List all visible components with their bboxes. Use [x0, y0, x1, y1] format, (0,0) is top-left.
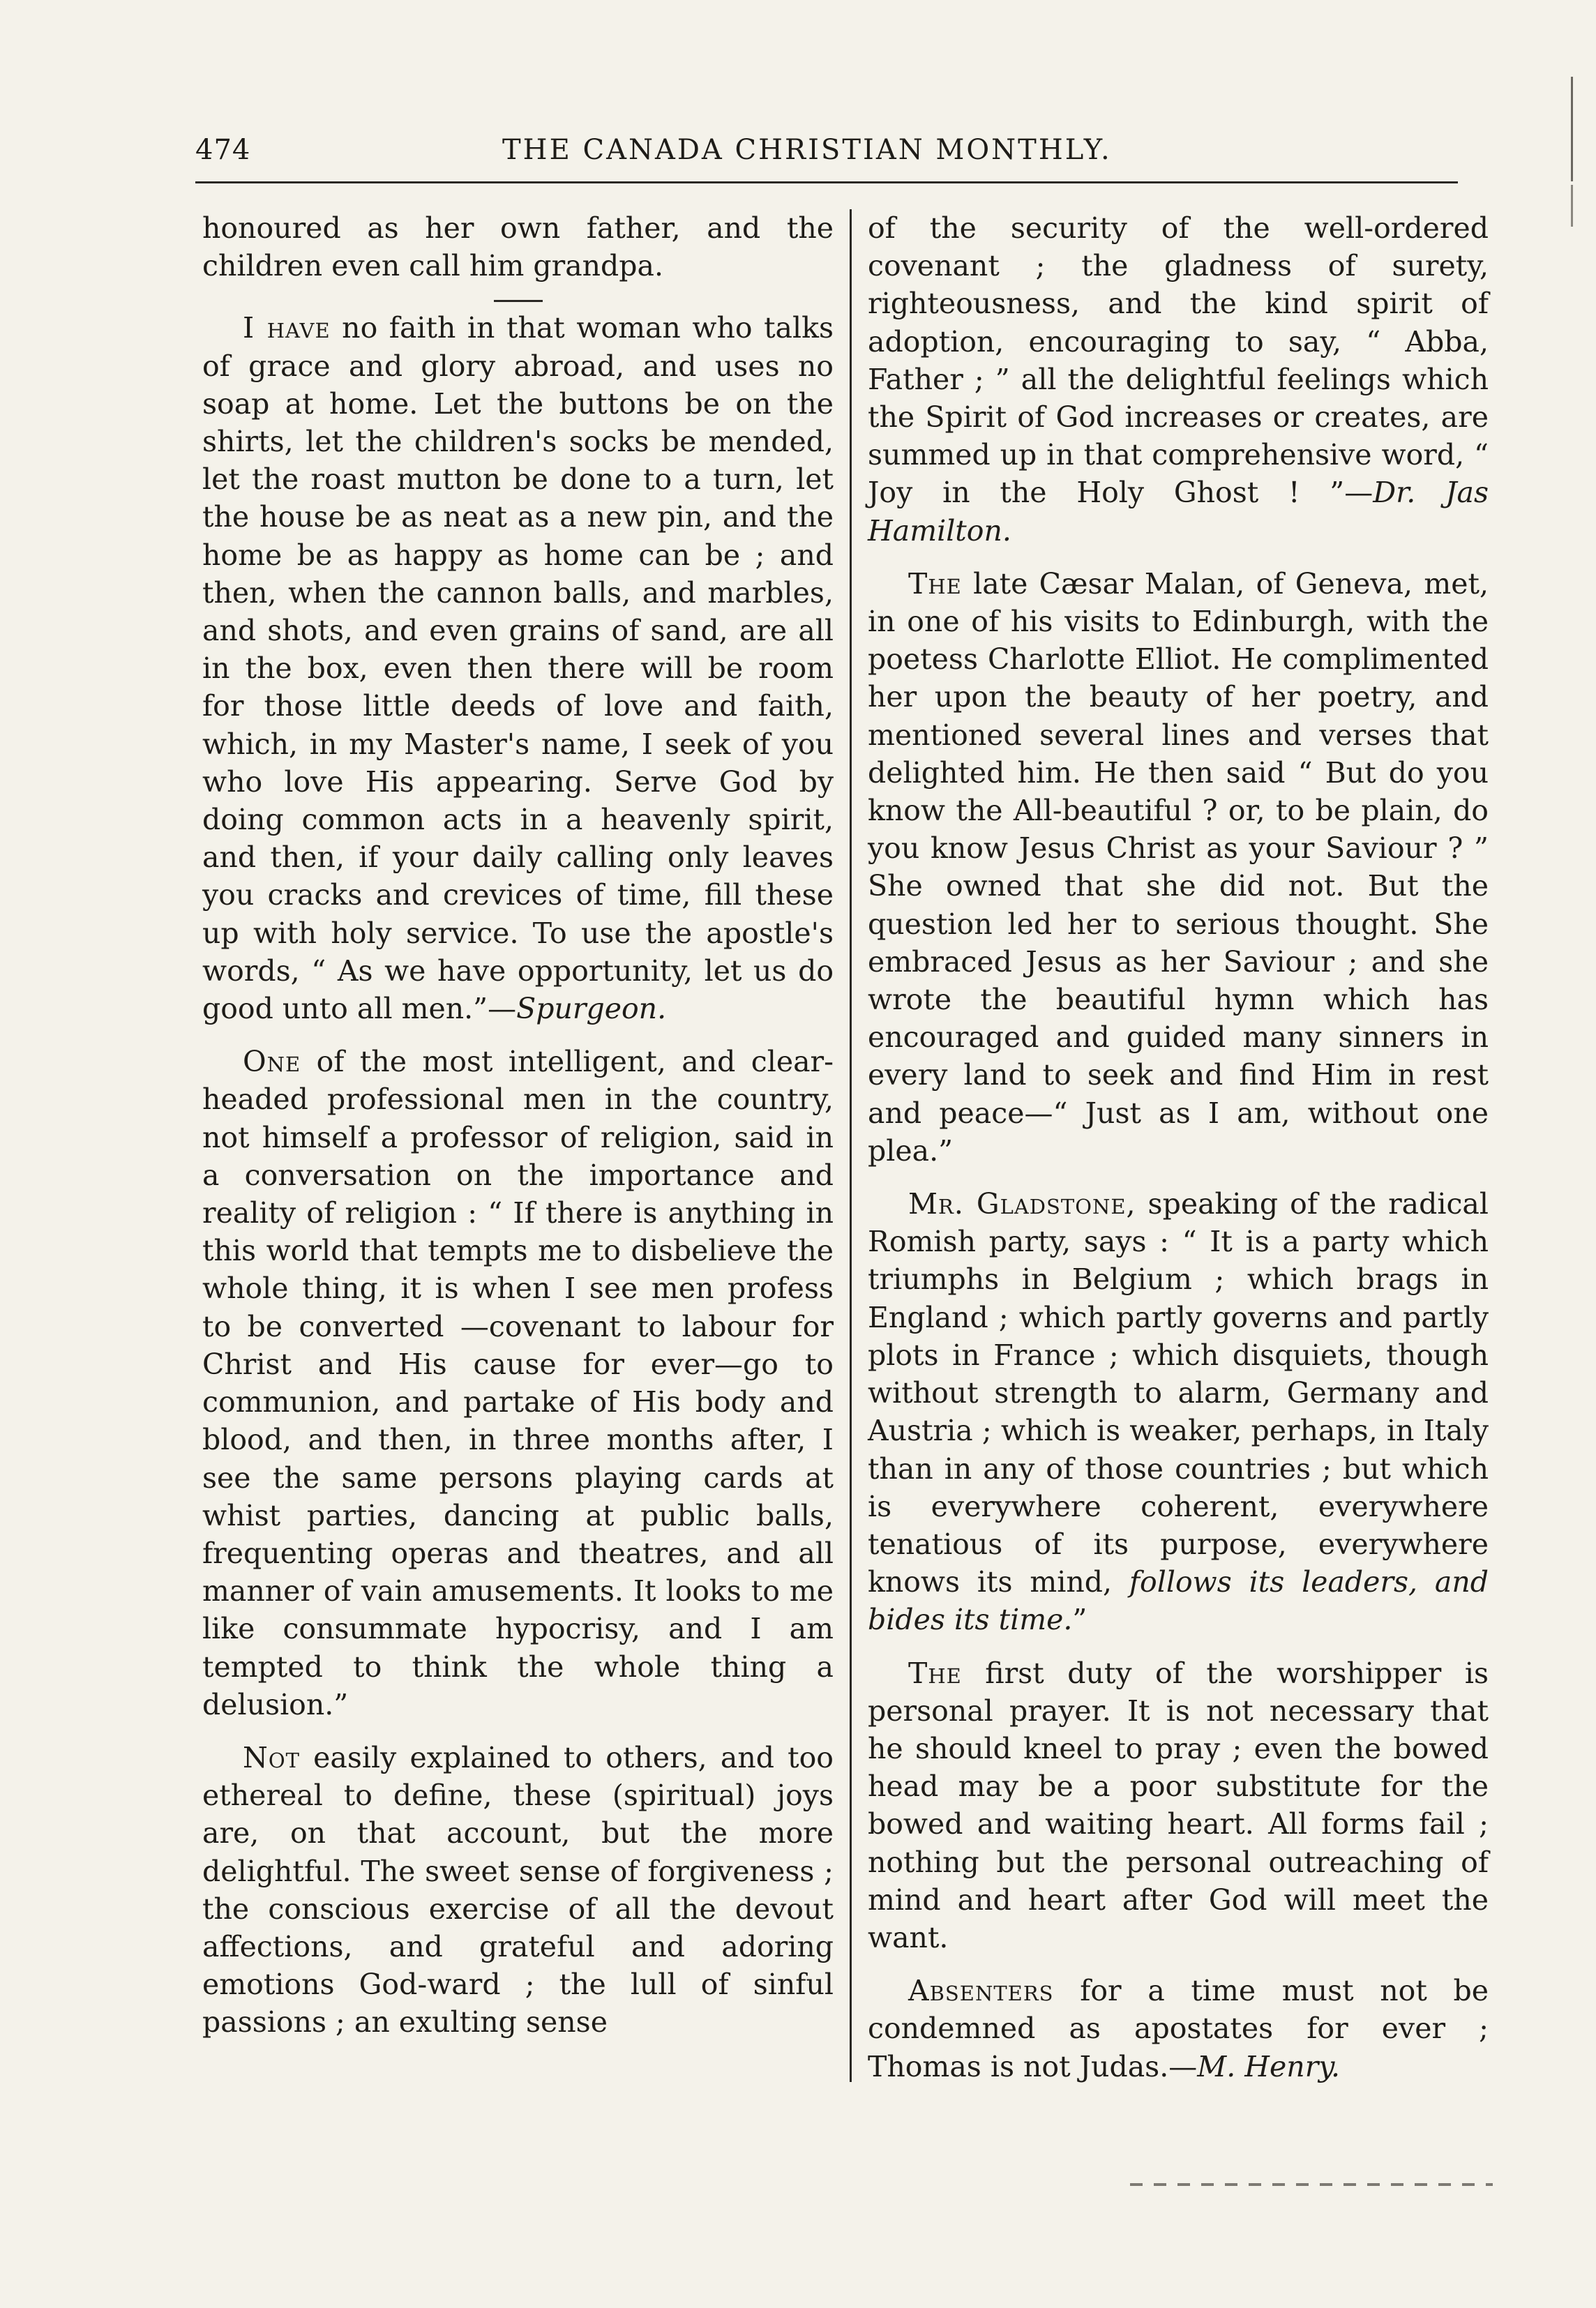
paragraph — [868, 209, 1489, 550]
paragraph — [202, 309, 834, 1027]
paragraph — [202, 209, 834, 285]
paragraph-text: late Cæsar Malan, of Geneva, met, in one of his visits to Edinburgh, with the poetess Charlotte Elliot. He complimented her upon the beauty of her poetry, and mentioned several lines and verses that delighted him. He then said “ But do you know the All-beautiful ? or, to be plain, do you know Jesus Christ as your Saviour ? ” She owned that she did not. But the question led her to serious thought. She embraced Jesus as her Saviour ; and she wrote the beautiful hymn which has encouraged and guided many sinners in every land to seek and find Him in rest and peace—“ Just as I am, without one plea.” — [868, 566, 1489, 1168]
paragraph — [202, 1739, 834, 2042]
paragraph — [868, 565, 1489, 1170]
quoted-italic: follows its leaders, and bides its time. — [868, 1565, 1489, 1637]
running-head: THE CANADA CHRISTIAN MONTHLY. — [502, 134, 1112, 166]
citation: Dr. Jas Hamilton. — [868, 476, 1489, 548]
page-number: 474 — [195, 134, 251, 166]
paragraph — [868, 1185, 1489, 1638]
header-rule — [195, 181, 1458, 183]
paragraph-text: speaking of the radical Romish party, says : “ It is a party which triumphs in Belgium ; which brags in England ; which partly governs and partly plots in France ; which disquiets, though without strength to alarm, Germany and Austria ; which is weaker, perhaps, in Italy than in any of those countries ; but which is everywhere coherent, everywhere tenatious of its purpose, everywhere knows its mind, — [868, 1187, 1489, 1599]
paragraph-lead: Absenters — [908, 1974, 1054, 2008]
paragraph-lead: The — [908, 566, 962, 601]
closing-quote: ” — [1072, 1603, 1087, 1637]
paragraph-text: first duty of the worshipper is personal prayer. It is not necessary that he should kneel to pray ; even the bowed head may be a poor substitute for the bowed and waiting heart. All forms fail ; nothing but the personal outreaching of mind and heart after God will meet the want. — [868, 1656, 1489, 1954]
page-edge-mark — [1571, 77, 1573, 181]
paragraph-lead: I have — [243, 311, 331, 345]
citation: M. Henry. — [1197, 2049, 1341, 2083]
paragraph — [202, 1043, 834, 1724]
page-header — [195, 131, 1458, 176]
paragraph-text: of the security of the well-ordered covenant ; the gladness of surety, righteousness, and the kind spirit of adoption, encouraging to say, “ Abba, Father ; ” all the delightful feelings which the Spirit of God increases or creates, are summed up in that comprehensive word, “ Joy in the Holy Ghost ! ”— — [868, 211, 1489, 510]
paragraph — [868, 1654, 1489, 1957]
citation: Spurgeon. — [516, 992, 667, 1026]
paragraph-lead: Mr. Gladstone, — [908, 1187, 1136, 1221]
paragraph — [868, 1972, 1489, 2086]
page-edge-mark — [1571, 185, 1573, 227]
column-divider — [850, 209, 852, 2082]
right-column — [868, 209, 1489, 2101]
print-artifact — [1130, 2183, 1493, 2186]
section-divider — [494, 300, 543, 302]
left-column — [202, 209, 834, 2057]
paragraph-lead: One — [243, 1045, 301, 1079]
paragraph-text: easily explained to others, and too ethereal to define, these (spiritual) joys are, on that account, but the more delightful. The sweet sense of forgiveness ; the conscious exercise of all the devout affections, and grateful and adoring emotions God-ward ; the lull of sinful passions ; an exulting sense — [202, 1740, 834, 2039]
paragraph-lead: Not — [243, 1740, 300, 1774]
paragraph-text: no faith in that woman who talks of grace and glory abroad, and uses no soap at home. Let the buttons be on the shirts, let the children's socks be mended, let the roast mutton be done to a turn, let the house be as neat as a new pin, and the home be as happy as home can be ; and then, when the cannon balls, and marbles, and shots, and even grains of sand, are all in the box, even then there will be room for those little deeds of love and faith, which, in my Master's name, I seek of you who love His appearing. Serve God by doing common acts in a heavenly spirit, and then, if your daily calling only leaves you cracks and crevices of time, fill these up with holy service. To use the apostle's words, “ As we have opportunity, let us do good unto all men.”— — [202, 311, 834, 1026]
paragraph-text: honoured as her own father, and the children even call him grandpa. — [202, 211, 834, 283]
paragraph-text: of the most intelligent, and clear-headed professional men in the country, not himself a professor of religion, said in a conversation on the importance and reality of religion : “ If there is anything in this world that tempts me to disbelieve the whole thing, it is when I see men profess to be converted —covenant to labour for Christ and His cause for ever—go to communion, and partake of His body and blood, and then, in three months after, I see the same persons playing cards at whist parties, dancing at public balls, frequenting operas and theatres, and all manner of vain amusements. It looks to me like consummate hypocrisy, and I am tempted to think the whole thing a delusion.” — [202, 1045, 834, 1721]
paragraph-lead: The — [908, 1656, 962, 1690]
paragraph-text: for a time must not be condemned as apostates for ever ; Thomas is not Judas.— — [868, 1974, 1489, 2083]
